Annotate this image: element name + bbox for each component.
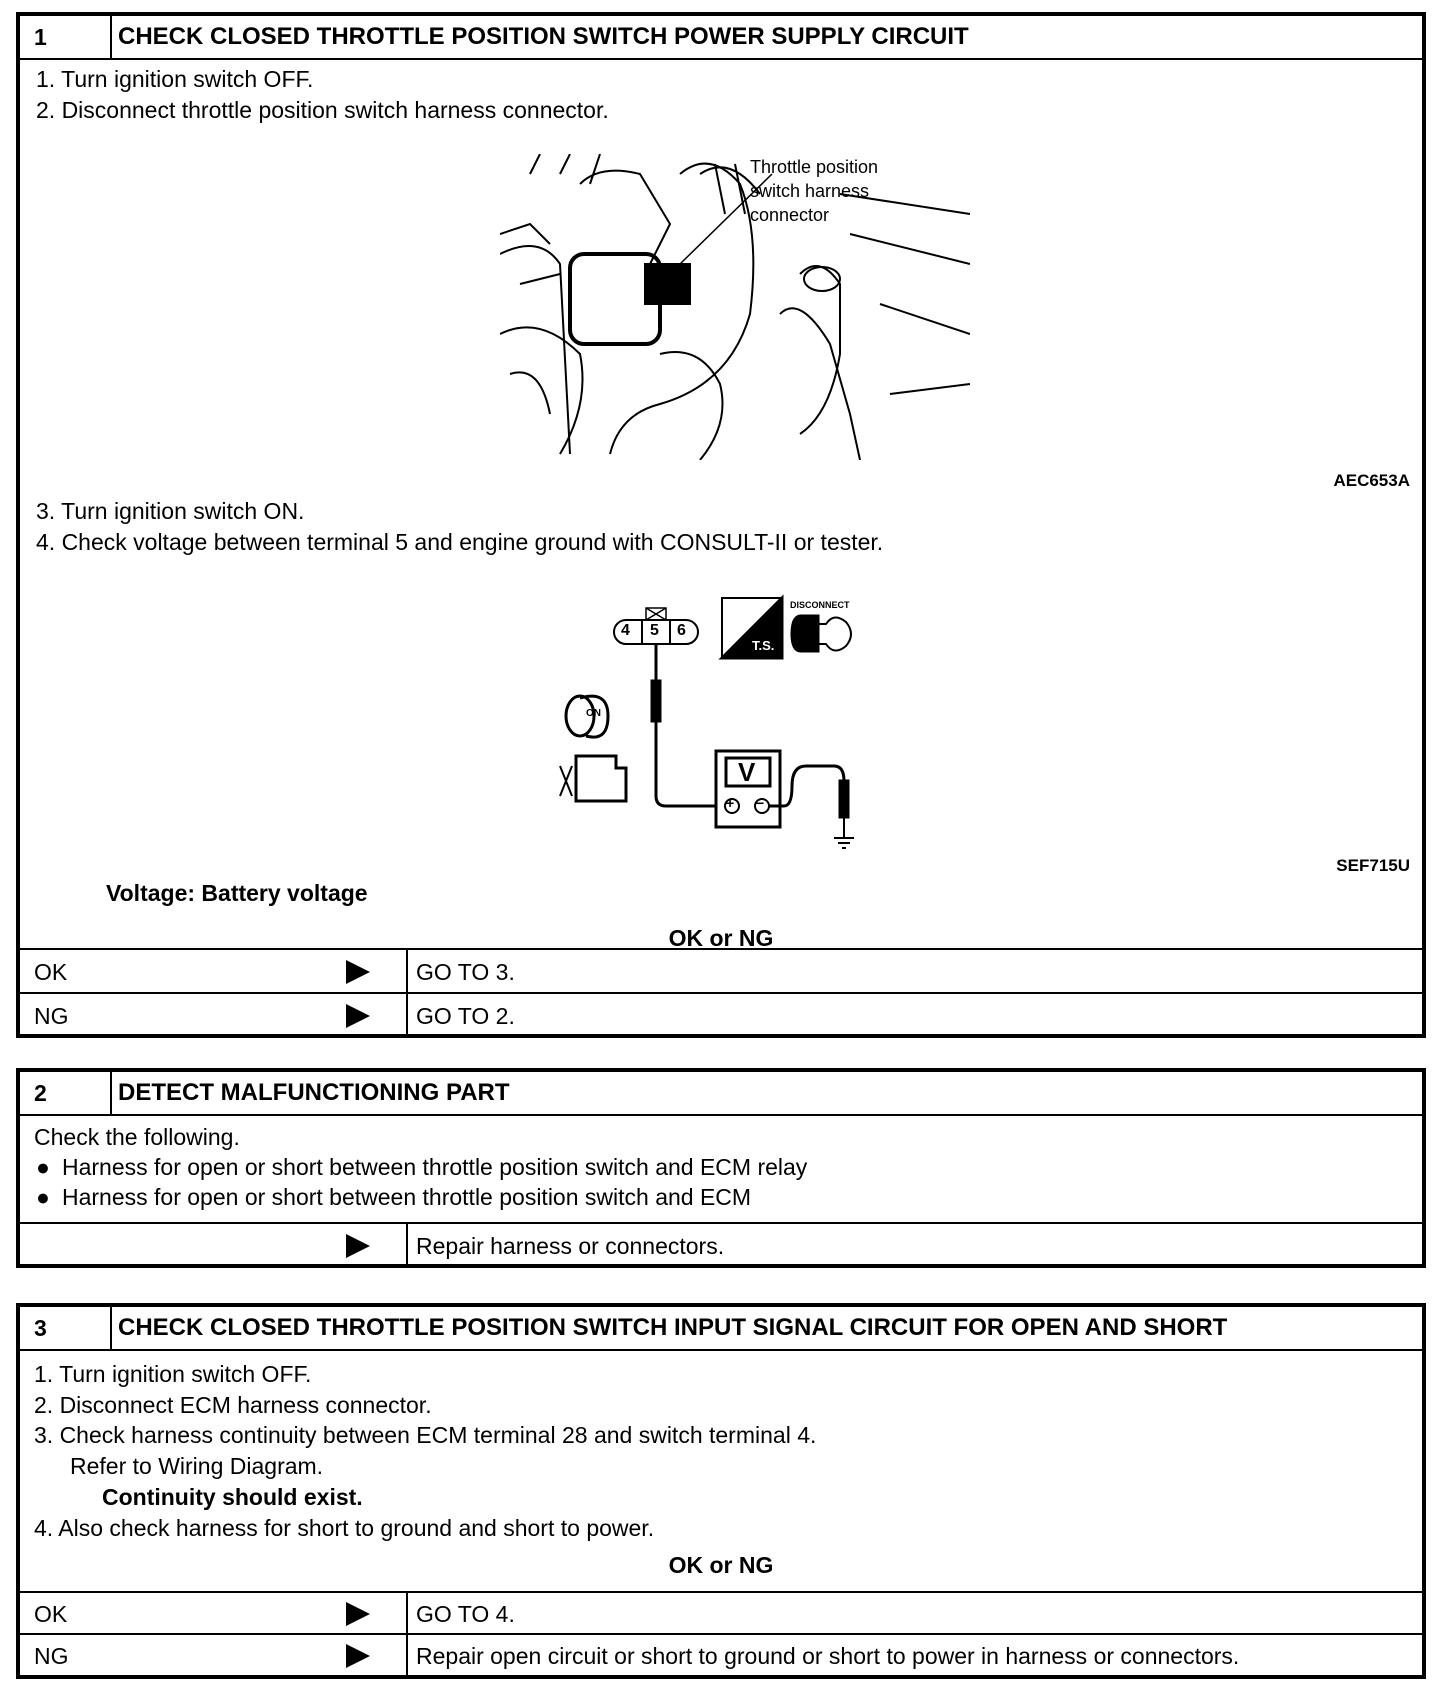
result-action: GO TO 2. xyxy=(416,1003,515,1029)
instruction: 2. Disconnect ECM harness connector. xyxy=(34,1392,432,1418)
throttle-photo-illustration xyxy=(500,154,970,460)
disconnect-label: DISCONNECT xyxy=(790,600,850,610)
divider xyxy=(406,950,408,994)
arrow-right-icon xyxy=(346,1004,370,1028)
result-label: NG xyxy=(34,1643,69,1669)
voltmeter-label: V xyxy=(738,757,756,787)
step-number: 3 xyxy=(34,1315,47,1341)
specification: Continuity should exist. xyxy=(102,1484,363,1510)
instruction: 2. Disconnect throttle position switch harness connector. xyxy=(36,97,609,123)
arrow-right-icon xyxy=(346,1602,370,1626)
instruction: Check the following. xyxy=(34,1124,240,1150)
instruction: 4. Check voltage between terminal 5 and engine ground with CONSULT-II or tester. xyxy=(36,529,884,555)
bullet-item: Harness for open or short between throttle position switch and ECM xyxy=(62,1184,752,1210)
divider xyxy=(406,1224,408,1264)
plus-terminal: + xyxy=(726,795,735,811)
key-on-label: ON xyxy=(586,708,601,719)
step-2-box xyxy=(16,1068,1426,1268)
instruction: 4. Also check harness for short to ground and short to power. xyxy=(34,1515,655,1541)
result-action: GO TO 4. xyxy=(416,1601,515,1627)
divider xyxy=(110,16,112,58)
step-number: 2 xyxy=(34,1080,47,1106)
divider xyxy=(406,1593,408,1635)
instruction: 3. Check harness continuity between ECM terminal 28 and switch terminal 4. xyxy=(34,1422,817,1448)
instruction: Refer to Wiring Diagram. xyxy=(70,1453,324,1479)
result-label: OK xyxy=(34,959,68,985)
step-title: CHECK CLOSED THROTTLE POSITION SWITCH INPUT SIGNAL CIRCUIT FOR OPEN AND SHORT xyxy=(118,1314,1228,1341)
step-3-header xyxy=(20,1307,1422,1351)
step-1-header xyxy=(20,16,1422,60)
figure-code: AEC653A xyxy=(1333,471,1410,490)
result-row-ng[interactable] xyxy=(20,1633,1422,1675)
result-heading: OK or NG xyxy=(668,925,774,951)
minus-terminal: − xyxy=(756,795,765,811)
instruction: 1. Turn ignition switch OFF. xyxy=(36,66,314,92)
photo-callout: connector xyxy=(750,205,830,225)
divider xyxy=(110,1307,112,1349)
step-1-box xyxy=(16,12,1426,1038)
divider xyxy=(406,1635,408,1675)
bullet-item: Harness for open or short between throttle position switch and ECM relay xyxy=(62,1154,808,1180)
instruction: 3. Turn ignition switch ON. xyxy=(36,498,305,524)
step-title: CHECK CLOSED THROTTLE POSITION SWITCH POWER SUPPLY CIRCUIT xyxy=(118,23,969,50)
photo-callout: Throttle position xyxy=(750,157,879,177)
result-action: GO TO 3. xyxy=(416,959,515,985)
result-label: OK xyxy=(34,1601,68,1627)
ts-label: T.S. xyxy=(752,638,775,653)
bullet-icon: ● xyxy=(36,1184,50,1210)
bullet-icon: ● xyxy=(36,1154,50,1180)
terminal-6: 6 xyxy=(677,622,686,639)
divider xyxy=(110,1072,112,1114)
divider xyxy=(406,994,408,1034)
result-action: Repair open circuit or short to ground or short to power in harness or connectors. xyxy=(416,1643,1240,1669)
step-number: 1 xyxy=(34,24,47,50)
arrow-right-icon xyxy=(346,1234,370,1258)
arrow-right-icon xyxy=(346,1644,370,1668)
result-heading: OK or NG xyxy=(668,1552,774,1578)
terminal-4: 4 xyxy=(621,622,630,639)
photo-callout: switch harness xyxy=(750,181,870,201)
result-row-ok[interactable] xyxy=(20,1591,1422,1635)
result-row-ok[interactable] xyxy=(20,948,1422,994)
result-row[interactable] xyxy=(20,1222,1422,1264)
step-3-box xyxy=(16,1303,1426,1679)
result-row-ng[interactable] xyxy=(20,992,1422,1034)
step-title: DETECT MALFUNCTIONING PART xyxy=(118,1079,510,1106)
figure-code: SEF715U xyxy=(1336,856,1410,875)
terminal-5: 5 xyxy=(650,622,659,639)
arrow-right-icon xyxy=(346,960,370,984)
result-label: NG xyxy=(34,1003,69,1029)
instruction: 1. Turn ignition switch OFF. xyxy=(34,1361,312,1387)
result-action: Repair harness or connectors. xyxy=(416,1233,725,1259)
step-2-header xyxy=(20,1072,1422,1116)
specification: Voltage: Battery voltage xyxy=(106,880,368,906)
voltage-check-diagram xyxy=(556,586,906,856)
